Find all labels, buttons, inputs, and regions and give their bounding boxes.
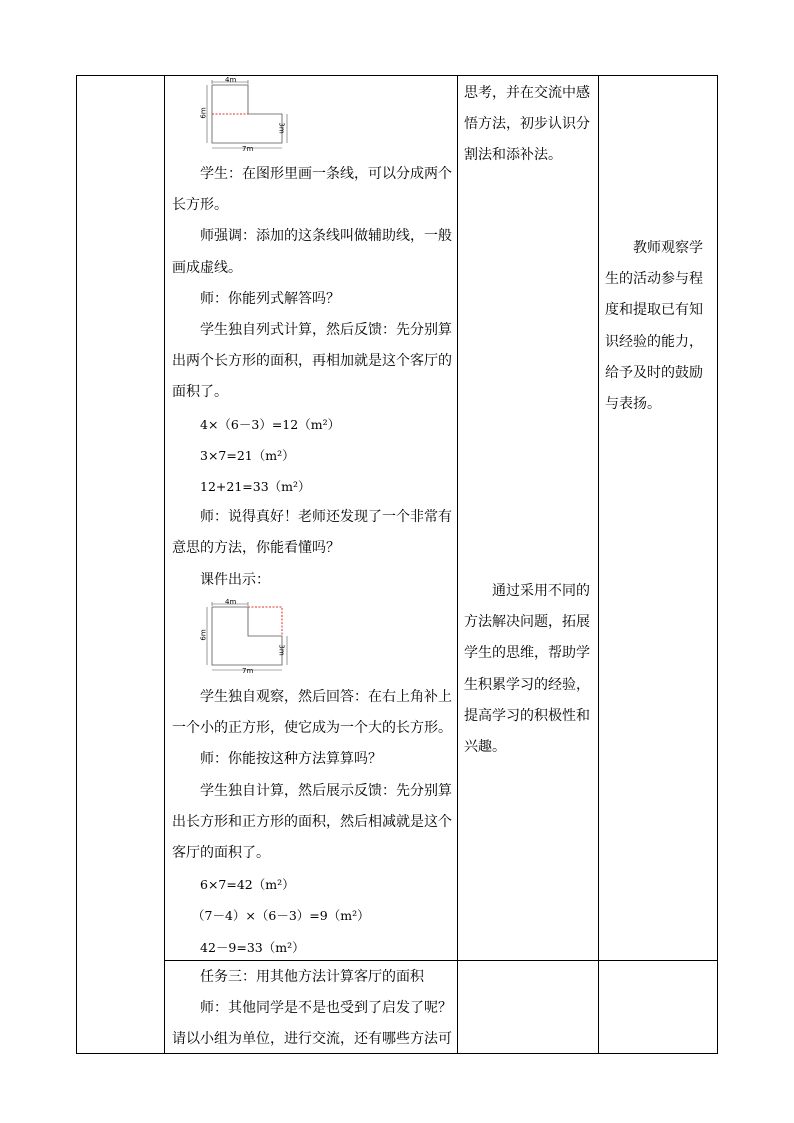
figure2-label-right: 3m	[277, 644, 286, 656]
formula-2: 3×7=21（m²）	[200, 447, 295, 463]
intent-b1: 通过采用不同的	[492, 583, 590, 599]
intent-b5: 提高学习的积极性和	[464, 707, 590, 724]
formula-6: 42－9=33（m²）	[200, 939, 305, 955]
column-divider-3	[598, 75, 599, 1054]
figure2-label-bottom: 7m	[242, 667, 254, 675]
student-calc-2-cont2: 客厅的面积了。	[172, 845, 270, 862]
student-observe-cont: 一个小的正方形，使它成为一个大的长方形。	[172, 720, 452, 737]
intent-b3: 学生的思维，帮助学	[464, 645, 590, 662]
teacher-praise-cont: 意思的方法，你能看懂吗？	[172, 540, 340, 557]
teacher-question-2: 师：你能按这种方法算算吗？	[200, 751, 382, 768]
student-answer-1-cont: 长方形。	[172, 197, 228, 214]
table-border-left	[76, 75, 77, 1054]
main-column-lower	[172, 682, 452, 963]
main-column-upper	[172, 159, 452, 596]
column-divider-1	[164, 75, 165, 1054]
intent-b2: 方法解决问题，拓展	[464, 614, 590, 631]
student-calc-1: 学生独自列式计算，然后反馈：先分别算	[200, 322, 452, 339]
assessment-cell	[605, 233, 715, 420]
teacher-emphasis: 师强调：添加的这条线叫做辅助线，一般	[200, 228, 452, 245]
task-three-cell	[172, 962, 452, 1056]
formula-4: 6×7=42（m²）	[200, 877, 295, 893]
figure1-label-top: 4m	[225, 76, 237, 84]
assessment-c3: 度和提取已有知	[605, 302, 703, 319]
formula-1: 4×（6－3）=12（m²）	[200, 416, 341, 432]
figure1-label-bottom: 7m	[242, 145, 254, 153]
intent-b6: 兴趣。	[464, 739, 506, 756]
figure-supplement-method	[198, 598, 290, 675]
formula-3: 12+21=33（m²）	[200, 479, 311, 495]
student-calc-1-cont: 出两个长方形的面积，再相加就是这个客厅的	[172, 353, 452, 370]
assessment-c6: 与表扬。	[605, 396, 661, 413]
teacher-emphasis-cont: 画成虚线。	[172, 259, 242, 276]
assessment-c2: 生的活动参与程	[605, 271, 703, 288]
table-border-top	[76, 75, 718, 76]
figure1-label-right: 3m	[277, 122, 286, 134]
assessment-c4: 识经验的能力，	[605, 333, 703, 350]
task-three-teacher-cont: 请以小组为单位，进行交流，还有哪些方法可	[172, 1031, 452, 1048]
intent-upper	[464, 78, 594, 172]
teacher-praise: 师：说得真好！老师还发现了一个非常有	[200, 509, 452, 526]
figure2-label-top: 4m	[225, 598, 237, 606]
teacher-question-1: 师：你能列式解答吗？	[200, 290, 340, 307]
student-calc-2-cont: 出长方形和正方形的面积，然后相减就是这个	[172, 813, 452, 830]
figure2-label-left: 6m	[199, 629, 208, 641]
intent-a1: 思考，并在交流中感	[464, 85, 590, 101]
courseware-show: 课件出示：	[200, 571, 270, 588]
assessment-c1: 教师观察学	[633, 240, 703, 256]
column-divider-2	[457, 75, 458, 1054]
figure-split-method	[198, 76, 290, 153]
student-answer-1: 学生：在图形里画一条线，可以分成两个	[200, 166, 452, 182]
intent-a3: 割法和添补法。	[464, 147, 562, 164]
figure1-label-left: 6m	[199, 107, 208, 119]
student-observe: 学生独自观察，然后回答：在右上角补上	[200, 689, 452, 705]
task-three-teacher: 师：其他同学是不是也受到了启发了呢？	[200, 1000, 452, 1017]
table-border-right	[717, 75, 718, 1054]
task-three-title: 任务三：用其他方法计算客厅的面积	[200, 969, 424, 985]
intent-a2: 悟方法，初步认识分	[464, 116, 590, 133]
intent-lower	[464, 576, 594, 763]
student-calc-2: 学生独自计算，然后展示反馈：先分别算	[200, 782, 452, 799]
student-calc-1-cont2: 面积了。	[172, 384, 228, 401]
assessment-c5: 给予及时的鼓励	[605, 364, 703, 381]
intent-b4: 生积累学习的经验，	[464, 676, 590, 693]
formula-5: （7－4）×（6－3）=9（m²）	[192, 908, 370, 924]
